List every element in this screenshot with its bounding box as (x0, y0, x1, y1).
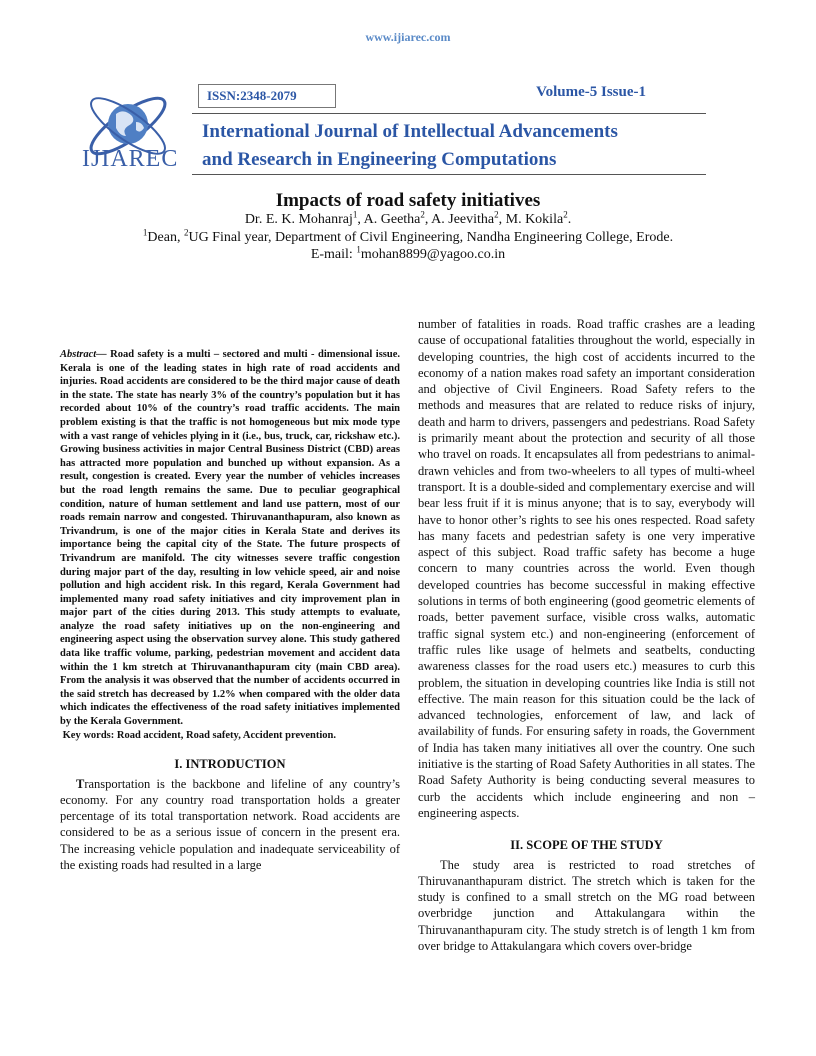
author-sep: , (498, 212, 506, 227)
author-sup: 2 (563, 209, 568, 220)
paper-title: Impacts of road safety initiatives (275, 190, 541, 211)
journal-title-line2: and Research in Engineering Computations (202, 149, 557, 170)
left-column (60, 348, 400, 873)
site-url[interactable]: www.ijiarec.com (365, 30, 451, 44)
email-label: E-mail: (310, 247, 357, 262)
author-name: M. Kokila (505, 212, 564, 227)
abstract (60, 348, 400, 729)
affiliation (0, 227, 816, 246)
author-name: A. Geetha (363, 212, 421, 227)
keywords (60, 729, 400, 743)
affil-text: UG Final year, Department of Civil Engineering, Nandha Engineering College, Erode. (188, 230, 674, 245)
author-sup: 2 (494, 209, 499, 220)
intro-heading: I. INTRODUCTION (174, 757, 286, 772)
abstract-text: Road safety is a multi – sectored and multi - dimensional issue. Kerala is one of the leading states in high rate of road accidents and injuries. Road accidents are considered to be the third major cause of death in the state. The state has nearly 3% of the country’s population but it has recorded about 10% of the country’s road traffic accidents. The main problem existing is that the traffic is not homogeneous but mix mode type with a vast range of vehicles plying in it (i.e., bus, truck, car, rickshaw etc.). Growing business activities in major Central Business District (CBD) areas has attracted more population and bunched up without expansion. As a result, congestion is created. Every year the number of vehicles increases but the road length remains the same. Due to peculiar geographical condition, nature of human settlement and land use pattern, most of our roads remain narrow and congested. Thiruvananthapuram, also known as Trivandrum, is one of the major cities in Kerala State and derives its importance being the capital city of the State. The future prospects of Trivandrum are manifold. The city witnesses severe traffic congestion during major part of the day, resulting in low vehicle speed, air and noise pollution and high accident risk. In this regard, Kerala Government had implemented many road safety initiatives and city improvement plan in major part of the cities during 2013. This study attempts to evaluate, analyze the road safety initiatives up on the non-engineering and engineering aspect using the observation survey alone. This study gathered data like traffic volume, parking, pedestrian movement and accident data within the 1 km stretch at Thiruvananthapuram city (main CBD area). From the analysis it was observed that the number of accidents occurred in the said stretch has decreased by 1.2% when compared with the older data which indicates the effectiveness of the road safety initiatives implemented by the Kerala Government. (60, 349, 400, 728)
author-sup: 1 (352, 209, 358, 220)
keywords-label: Key words (62, 729, 111, 741)
email-line (0, 244, 816, 263)
affil-sup: 2 (183, 227, 189, 238)
journal-title-line1: International Journal of Intellectual Advancements (202, 121, 618, 142)
right-column (418, 316, 755, 954)
author-sep: , (357, 212, 364, 227)
scope-text: The study area is restricted to road stretches of Thiruvananthapuram district. The stretch which is taken for the study is confined to a small stretch on the MG road between overbridge junction and Attakulangara within the Thiruvananthapuram city. The study stretch is of length 1 km from over bridge to Attakulangara which covers over-bridge (418, 857, 755, 953)
intro-first-letter: T (76, 776, 85, 791)
intro-body: ransportation is the backbone and lifeline of any country’s economy. For any country road transportation holds a greater percentage of its total transportation network. Road accidents are considered to be as a serious issue of concern in the present era. The increasing vehicle population and inadequate serviceability of the existing roads had resulted in a large (60, 776, 400, 872)
logo-text: IJIAREC (82, 146, 179, 172)
author-sep: , (424, 212, 432, 227)
email-sup: 1 (356, 244, 361, 255)
affil-sup: 1 (142, 227, 148, 238)
author-sep: . (567, 212, 572, 227)
affil-text: Dean, (147, 230, 184, 245)
author-sup: 2 (420, 209, 425, 220)
volume-issue: Volume-5 Issue-1 (536, 84, 646, 100)
keywords-text: : Road accident, Road safety, Accident prevention. (110, 729, 337, 741)
author-name: A. Jeevitha (431, 212, 495, 227)
author-list (0, 209, 816, 228)
email-address[interactable]: mohan8899@yagoo.co.in (360, 247, 506, 262)
header-rule-top (192, 113, 706, 114)
intro-text (60, 776, 400, 874)
author-name: Dr. E. K. Mohanraj (244, 212, 353, 227)
scope-heading: II. SCOPE OF THE STUDY (510, 838, 663, 853)
journal-title (202, 118, 618, 174)
header-rule-bottom (192, 174, 706, 175)
intro-continued: number of fatalities in roads. Road traffic crashes are a leading cause of occupational fatalities throughout the world, especially in developing countries, the high cost of accidents incurred to the economy of a nation makes road safety an important consideration and objective of Civil Engineers. Road Safety refers to the methods and measures that are related to reduce risks of injury, death and harm to drivers, passengers and pedestrians. Road Safety is primarily meant about the protection and security of all those who travel on roads. It encapsulates all from pedestrians to animal-drawn vehicles and from two-wheelers to all types of multi-wheel transport. It is a double-sided and complementary exercise and will bear less fruit if it is minus anyone; that is to say, everybody will have to honor other’s rights to see his ones respected. Road safety has many facets and pedestrian safety is one very imperative aspect of this subject. Road traffic safety has become a huge concern to many countries across the world. Even though developed countries has become successful in making effective solutions in terms of both engineering (good geometric elements of roads, better pavement surface, visible cross walks, automatic traffic signal system etc.) and non-engineering (enforcement of traffic rules like usage of helmets and seatbelts, conducting awareness classes for the road users etc.) measures to curb this problem, the situation in developing countries like India is still not effective. The main reason for this situation could be the lack of advanced technologies, enforcement of law, and lack of availability of funds. For ensuring safety in roads, the Government of India has taken many initiatives all over the country. One such initiative is the starting of Road Safety Authorities in all states. The Road Safety Authority is being conducting several measures to curb the accidents which include engineering and non – engineering aspects. (418, 317, 755, 820)
issn-box: ISSN:2348-2079 (198, 84, 336, 108)
abstract-label: Abstract— (60, 349, 107, 360)
